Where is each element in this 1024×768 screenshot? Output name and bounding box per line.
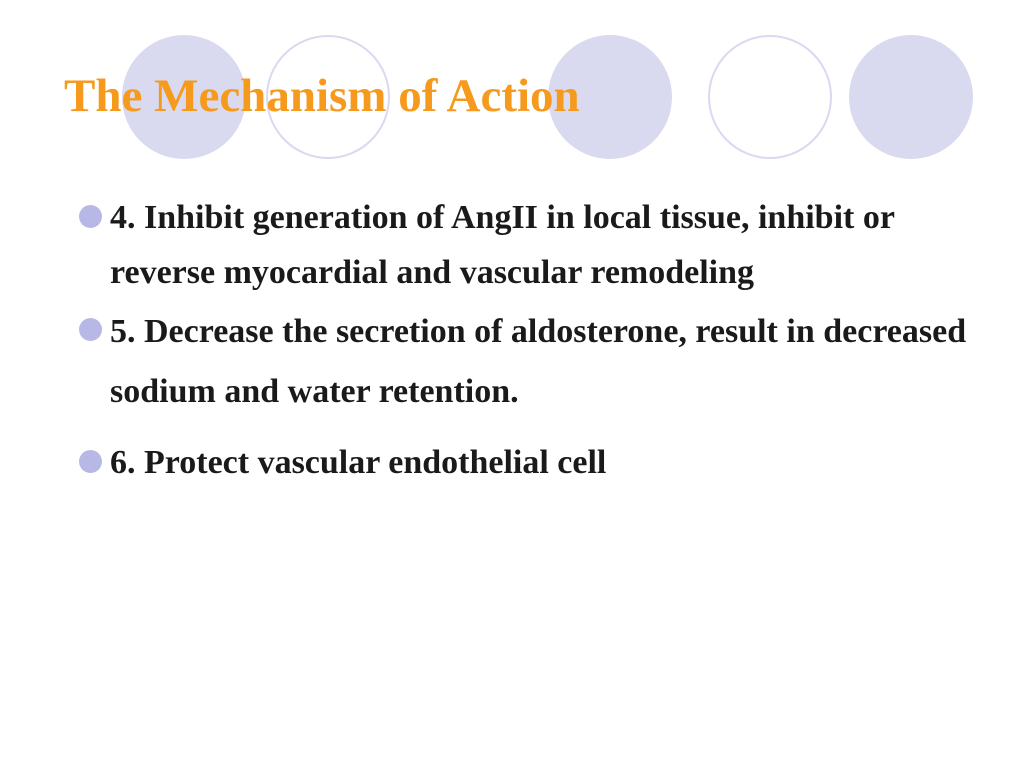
bullet-dot-icon [79,450,102,473]
bullet-text: 6. Protect vascular endothelial cell [110,444,607,481]
bullet-item [76,435,1016,490]
decorative-circle-filled [849,35,973,159]
bullet-text: 5. Decrease the secretion of aldosterone, result in decreased sodium and water retention. [110,313,967,410]
bullet-dot-icon [79,205,102,228]
bullet-text: 4. Inhibit generation of AngII in local tissue, inhibit or reverse myocardial and vascular remodeling [110,199,895,291]
bullet-list [76,190,1016,490]
bullet-dot-icon [79,318,102,341]
decorative-circle-outline [708,35,832,159]
bullet-item [76,190,980,300]
bullet-item [76,302,1016,422]
slide-title: The Mechanism of Action [64,70,580,122]
